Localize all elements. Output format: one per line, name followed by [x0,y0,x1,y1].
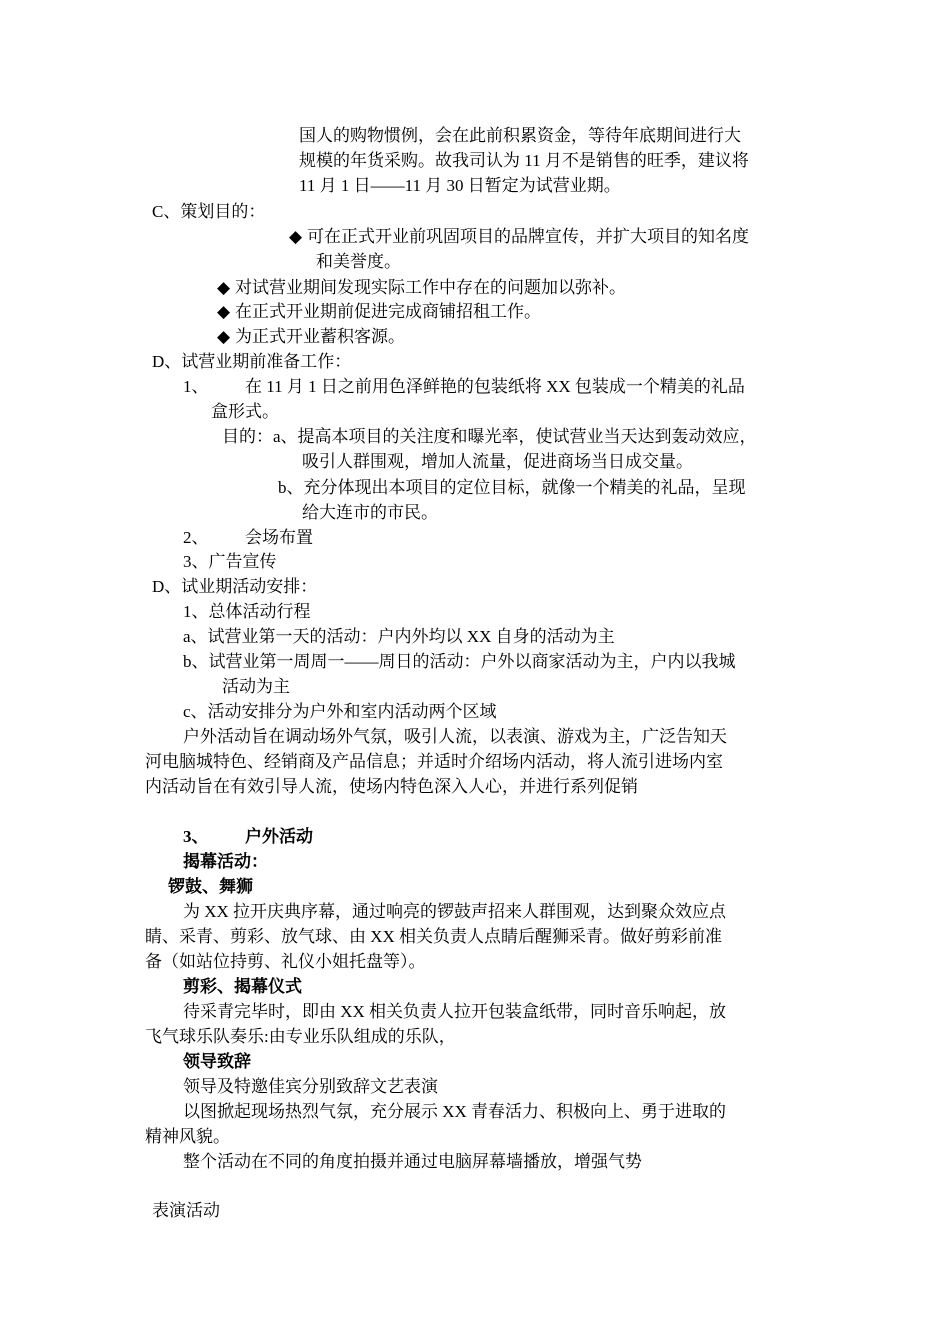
section-d1-heading: D、试营业期前准备工作： [152,352,352,371]
section-3-number: 3、 [183,827,209,846]
ribbon-title: 剪彩、揭幕仪式 [183,977,302,996]
gong-line-3: 备（如站位持剪、礼仪小姐托盘等）。 [145,952,426,971]
diamond-bullet-icon: ◆ [217,278,231,297]
outdoor-para-line-3: 内活动旨在有效引导人流，使场内特色深入人心，并进行系列促销 [145,777,638,796]
section-c-heading: C、策划目的： [152,202,266,221]
ribbon-line-2: 飞气球乐队奏乐:由专业乐队组成的乐队， [145,1027,456,1046]
performance-title: 表演活动 [152,1201,220,1220]
purpose-b-line-1: b、充分体现出本项目的定位目标，就像一个精美的礼品，呈现 [278,478,746,497]
ribbon-line-1: 待采青完毕时，即由 XX 相关负责人拉开包装盒纸带，同时音乐响起，放 [183,1002,727,1021]
goal-1-line-2: 和美誉度。 [316,252,401,271]
goal-1-line-1: 可在正式开业前巩固项目的品牌宣传，并扩大项目的知名度 [307,227,749,246]
schedule-item-b-line-1: b、试营业第一周周一——周日的活动：户外以商家活动为主，户内以我城 [183,652,736,671]
diamond-bullet-icon: ◆ [217,327,231,346]
schedule-item-b-line-2: 活动为主 [222,677,290,696]
prep-item-1-line-2: 盒形式。 [211,402,279,421]
schedule-item-1: 1、总体活动行程 [183,602,311,621]
goal-3-text: 在正式开业期前促进完成商铺招租工作。 [235,302,541,321]
gong-title: 锣鼓、舞狮 [168,877,253,896]
section-3-title: 户外活动 [245,827,313,846]
prep-item-1-number: 1、 [183,377,209,396]
prep-item-3: 3、广告宣传 [183,552,277,571]
prep-item-2-number: 2、 [183,528,209,547]
goal-4-text: 为正式开业蓄积客源。 [235,327,405,346]
section-d2-heading: D、试业期活动安排： [152,577,318,596]
prep-item-2-text: 会场布置 [245,528,313,547]
prep-item-1-line-1: 在 11 月 1 日之前用色泽鲜艳的包装纸将 XX 包装成一个精美的礼品 [245,377,745,396]
unveil-title: 揭幕活动： [183,852,268,871]
speech-title: 领导致辞 [183,1052,251,1071]
diamond-bullet-icon: ◆ [217,302,231,321]
intro-line-1: 国人的购物惯例，会在此前积累资金，等待年底期间进行大 [299,126,741,145]
intro-line-3: 11 月 1 日——11 月 30 日暂定为试营业期。 [299,176,621,195]
outdoor-para-line-2: 河电脑城特色、经销商及产品信息；并适时介绍场内活动，将人流引进场内室 [145,752,723,771]
schedule-item-c: c、活动安排分为户外和室内活动两个区域 [183,702,497,721]
purpose-a-line-1: 目的：a、提高本项目的关注度和曝光率，使试营业当天达到轰动效应， [222,427,757,446]
speech-line-1: 领导及特邀佳宾分别致辞文艺表演 [183,1077,438,1096]
gong-line-1: 为 XX 拉开庆典序幕，通过响亮的锣鼓声招来人群围观，达到聚众效应点 [183,902,727,921]
spirit-line-1: 以图掀起现场热烈气氛，充分展示 XX 青春活力、积极向上、勇于进取的 [183,1102,727,1121]
diamond-bullet-icon: ◆ [289,227,303,246]
goal-4 [217,325,405,349]
video-line: 整个活动在不同的角度拍摄并通过电脑屏幕墙播放，增强气势 [183,1152,642,1171]
goal-3 [217,300,541,324]
schedule-item-a: a、试营业第一天的活动：户内外均以 XX 自身的活动为主 [183,627,615,646]
purpose-b-line-2: 给大连市的市民。 [302,503,438,522]
gong-line-2: 睛、采青、剪彩、放气球、由 XX 相关负责人点睛后醒狮采青。做好剪彩前准 [145,927,723,946]
spirit-line-2: 精神风貌。 [145,1127,230,1146]
purpose-a-line-2: 吸引人群围观，增加人流量，促进商场当日成交量。 [302,452,693,471]
outdoor-para-line-1: 户外活动旨在调动场外气氛，吸引人流，以表演、游戏为主，广泛告知天 [183,727,727,746]
goal-2 [217,276,626,300]
goal-2-text: 对试营业期间发现实际工作中存在的问题加以弥补。 [235,278,626,297]
goal-1 [289,225,749,249]
intro-line-2: 规模的年货采购。故我司认为 11 月不是销售的旺季，建议将 [299,151,749,170]
